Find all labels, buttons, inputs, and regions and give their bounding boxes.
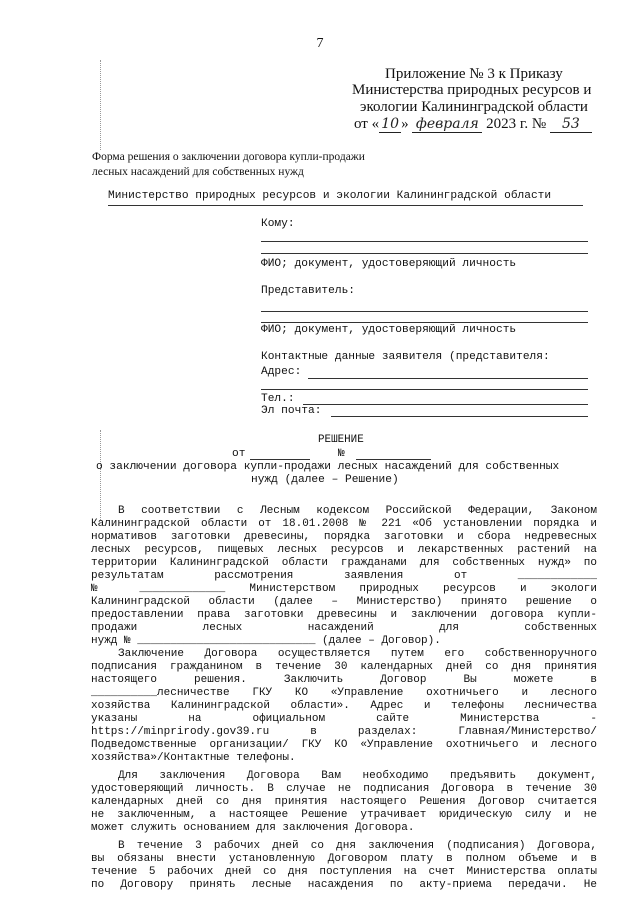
body-line: настоящего решения. Заключить Договор Вы можете в: [91, 674, 597, 686]
body-line: нужд № ___________________________ (далее – Договор).: [91, 635, 441, 647]
body-line: вы обязаны внести установленную Договором плату в полном объеме и в: [91, 853, 597, 865]
date-month-handwritten: февраля: [412, 116, 482, 133]
decision-number-line[interactable]: [356, 459, 431, 460]
contacts-label: Контактные данные заявителя (представителя:: [261, 351, 550, 363]
address-field-line-2[interactable]: [261, 389, 588, 390]
body-line: https://minprirody.gov39.ru в разделах: Главная/Министерство/: [91, 726, 597, 738]
body-line: может служить основанием для заключения Договора.: [91, 822, 415, 834]
rep-field-line-1[interactable]: [261, 311, 588, 312]
body-line: течение 5 рабочих дней со дня поступления на счет Министерства оплаты: [91, 866, 597, 878]
email-field-line[interactable]: [331, 416, 588, 417]
body-line: Подведомственные организации/ ГКУ КО «Управление охотничьего и лесного: [91, 739, 597, 751]
decision-subtitle-2: нужд (далее – Решение): [251, 474, 399, 486]
date-day-handwritten: 10: [379, 116, 401, 133]
appendix-date-line: [354, 116, 592, 133]
body-line: по Договору принять лесные насаждения по акту-приема передачи. Не: [91, 879, 597, 891]
body-line: В течение 3 рабочих дней со дня заключения (подписания) Договора,: [118, 840, 597, 852]
decision-from-label: от: [232, 448, 246, 460]
decision-subtitle-1: о заключении договора купли-продажи лесных насаждений для собственных: [96, 461, 560, 473]
rep-field-line-2[interactable]: [261, 322, 588, 323]
body-line: результатам рассмотрения заявления от ____________: [91, 570, 597, 582]
address-label: Адрес:: [261, 366, 302, 378]
appendix-line-1: Приложение № 3 к Приказу: [385, 66, 563, 82]
body-line: хозяйства»/Контактные телефоны.: [91, 752, 296, 764]
date-year: 2023 г. №: [486, 116, 547, 132]
date-mid: »: [401, 116, 409, 132]
appendix-line-3: экологии Калининградской области: [360, 99, 588, 115]
body-line: продажи лесных насаждений для собственных: [91, 622, 597, 634]
fio-hint-2: ФИО; документ, удостоверяющий личность: [261, 324, 517, 336]
margin-dots-top: [100, 60, 102, 150]
page-number: 7: [316, 36, 324, 51]
body-line: __________лесничестве ГКУ КО «Управление охотничьего и лесного: [91, 687, 597, 699]
body-line: Калининградской области от 18.01.2008 № 221 «Об установлении порядка и: [91, 518, 597, 530]
body-line: хозяйства Калининградской области». Адрес и телефоны лесничества: [91, 700, 597, 712]
decision-title: РЕШЕНИЕ: [318, 434, 364, 446]
body-line: подписания гражданином в течение 30 календарных дней со дня принятия: [91, 661, 597, 673]
body-line: не заключенным, а настоящее Решение утрачивает юридическую силу и не: [91, 809, 597, 821]
address-field-line-1[interactable]: [308, 378, 588, 379]
body-line: нормативов заготовки древесины, порядка заготовки и сбора недревесных: [91, 531, 597, 543]
ministry-header-underline: [108, 205, 583, 206]
order-number-handwritten: 53: [550, 116, 592, 133]
body-line: территории Калининградской области гражданами для собственных нужд» по: [91, 557, 597, 569]
to-field-line-1[interactable]: [261, 241, 588, 242]
body-line: Для заключения Договора Вам необходимо предъявить документ,: [118, 770, 597, 782]
form-caption-line-2: лесных насаждений для собственных нужд: [92, 166, 304, 178]
body-line: В соответствии с Лесным кодексом Российской Федерации, Законом: [118, 505, 597, 517]
email-label: Эл почта:: [261, 405, 322, 417]
phone-label: Тел.:: [261, 393, 295, 405]
margin-dots-bottom: [100, 430, 102, 520]
ministry-header: Министерство природных ресурсов и экологии Калининградской области: [108, 190, 552, 202]
body-line: календарных дней со дня принятия настоящего Решения Договор считается: [91, 796, 597, 808]
date-prefix: от «: [354, 116, 380, 132]
fio-hint-1: ФИО; документ, удостоверяющий личность: [261, 258, 517, 270]
appendix-line-2: Министерства природных ресурсов и: [352, 82, 592, 98]
body-line: лесных ресурсов, пищевых лесных ресурсов и лекарственных растений на: [91, 544, 597, 556]
form-caption-line-1: Форма решения о заключении договора купли-продажи: [92, 151, 365, 163]
to-field-line-2[interactable]: [261, 253, 588, 254]
body-line: Заключение Договора осуществляется путем его собственноручного: [118, 648, 597, 660]
representative-label: Представитель:: [261, 285, 355, 297]
body-line: предоставлении права заготовки древесины и заключении договора купли-: [91, 609, 597, 621]
body-line: удостоверяющий личность. В случае не подписания Договора в течение 30: [91, 783, 597, 795]
decision-number-label: №: [338, 448, 345, 460]
to-label: Кому:: [261, 218, 295, 230]
body-line: указаны на официальном сайте Министерства -: [91, 713, 597, 725]
body-line: Калининградской области (далее – Министерство) принято решение о: [91, 596, 597, 608]
decision-date-line[interactable]: [250, 459, 310, 460]
phone-field-line[interactable]: [303, 404, 588, 405]
body-line: № _____________ Министерством природных ресурсов и экологи: [91, 583, 597, 595]
